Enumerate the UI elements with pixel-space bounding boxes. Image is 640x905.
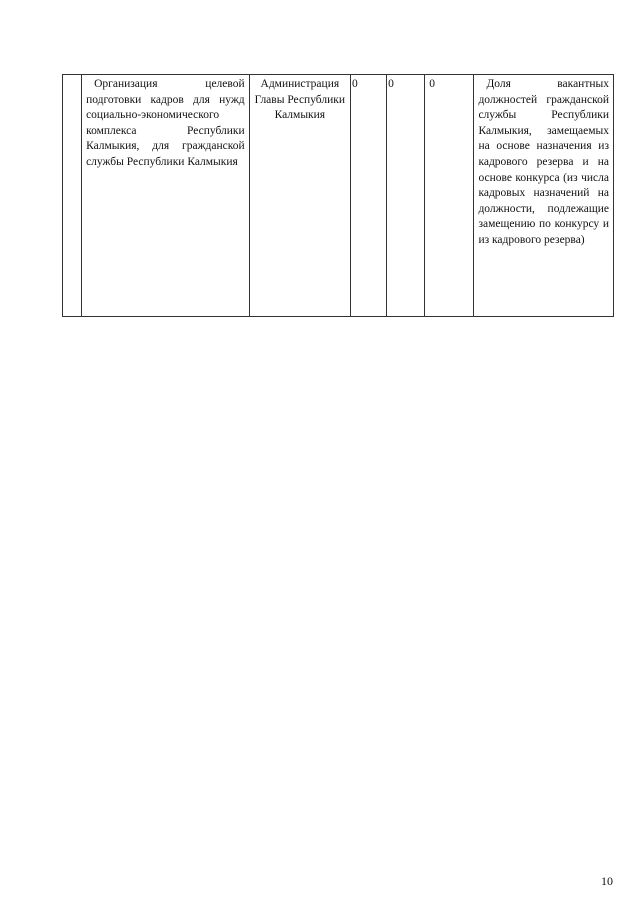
table-cell-number — [63, 75, 82, 317]
table-cell-value-2: 0 — [387, 75, 425, 317]
table-cell-value-1: 0 — [351, 75, 387, 317]
table-cell-indicator: Доля вакантных должностей гражданской службы Республики Калмыкия, замещаемых на основе назначения из кадрового резерва и на основе конкурса (из числа кадровых назначений на должности, подлежащие замещению по конкурсу и из кадрового резерва) — [474, 75, 614, 317]
page-number: 10 — [601, 874, 613, 888]
table-row — [63, 75, 614, 317]
table-cell-measure: Организация целевой подготовки кадров для нужд социально-экономического комплекса Республики Калмыкия, для гражданской службы Республики Калмыкия — [82, 75, 250, 317]
program-table — [62, 74, 614, 317]
table-cell-value-3: 0 — [425, 75, 474, 317]
table-cell-executor: Администрация Главы Республики Калмыкия — [249, 75, 350, 317]
